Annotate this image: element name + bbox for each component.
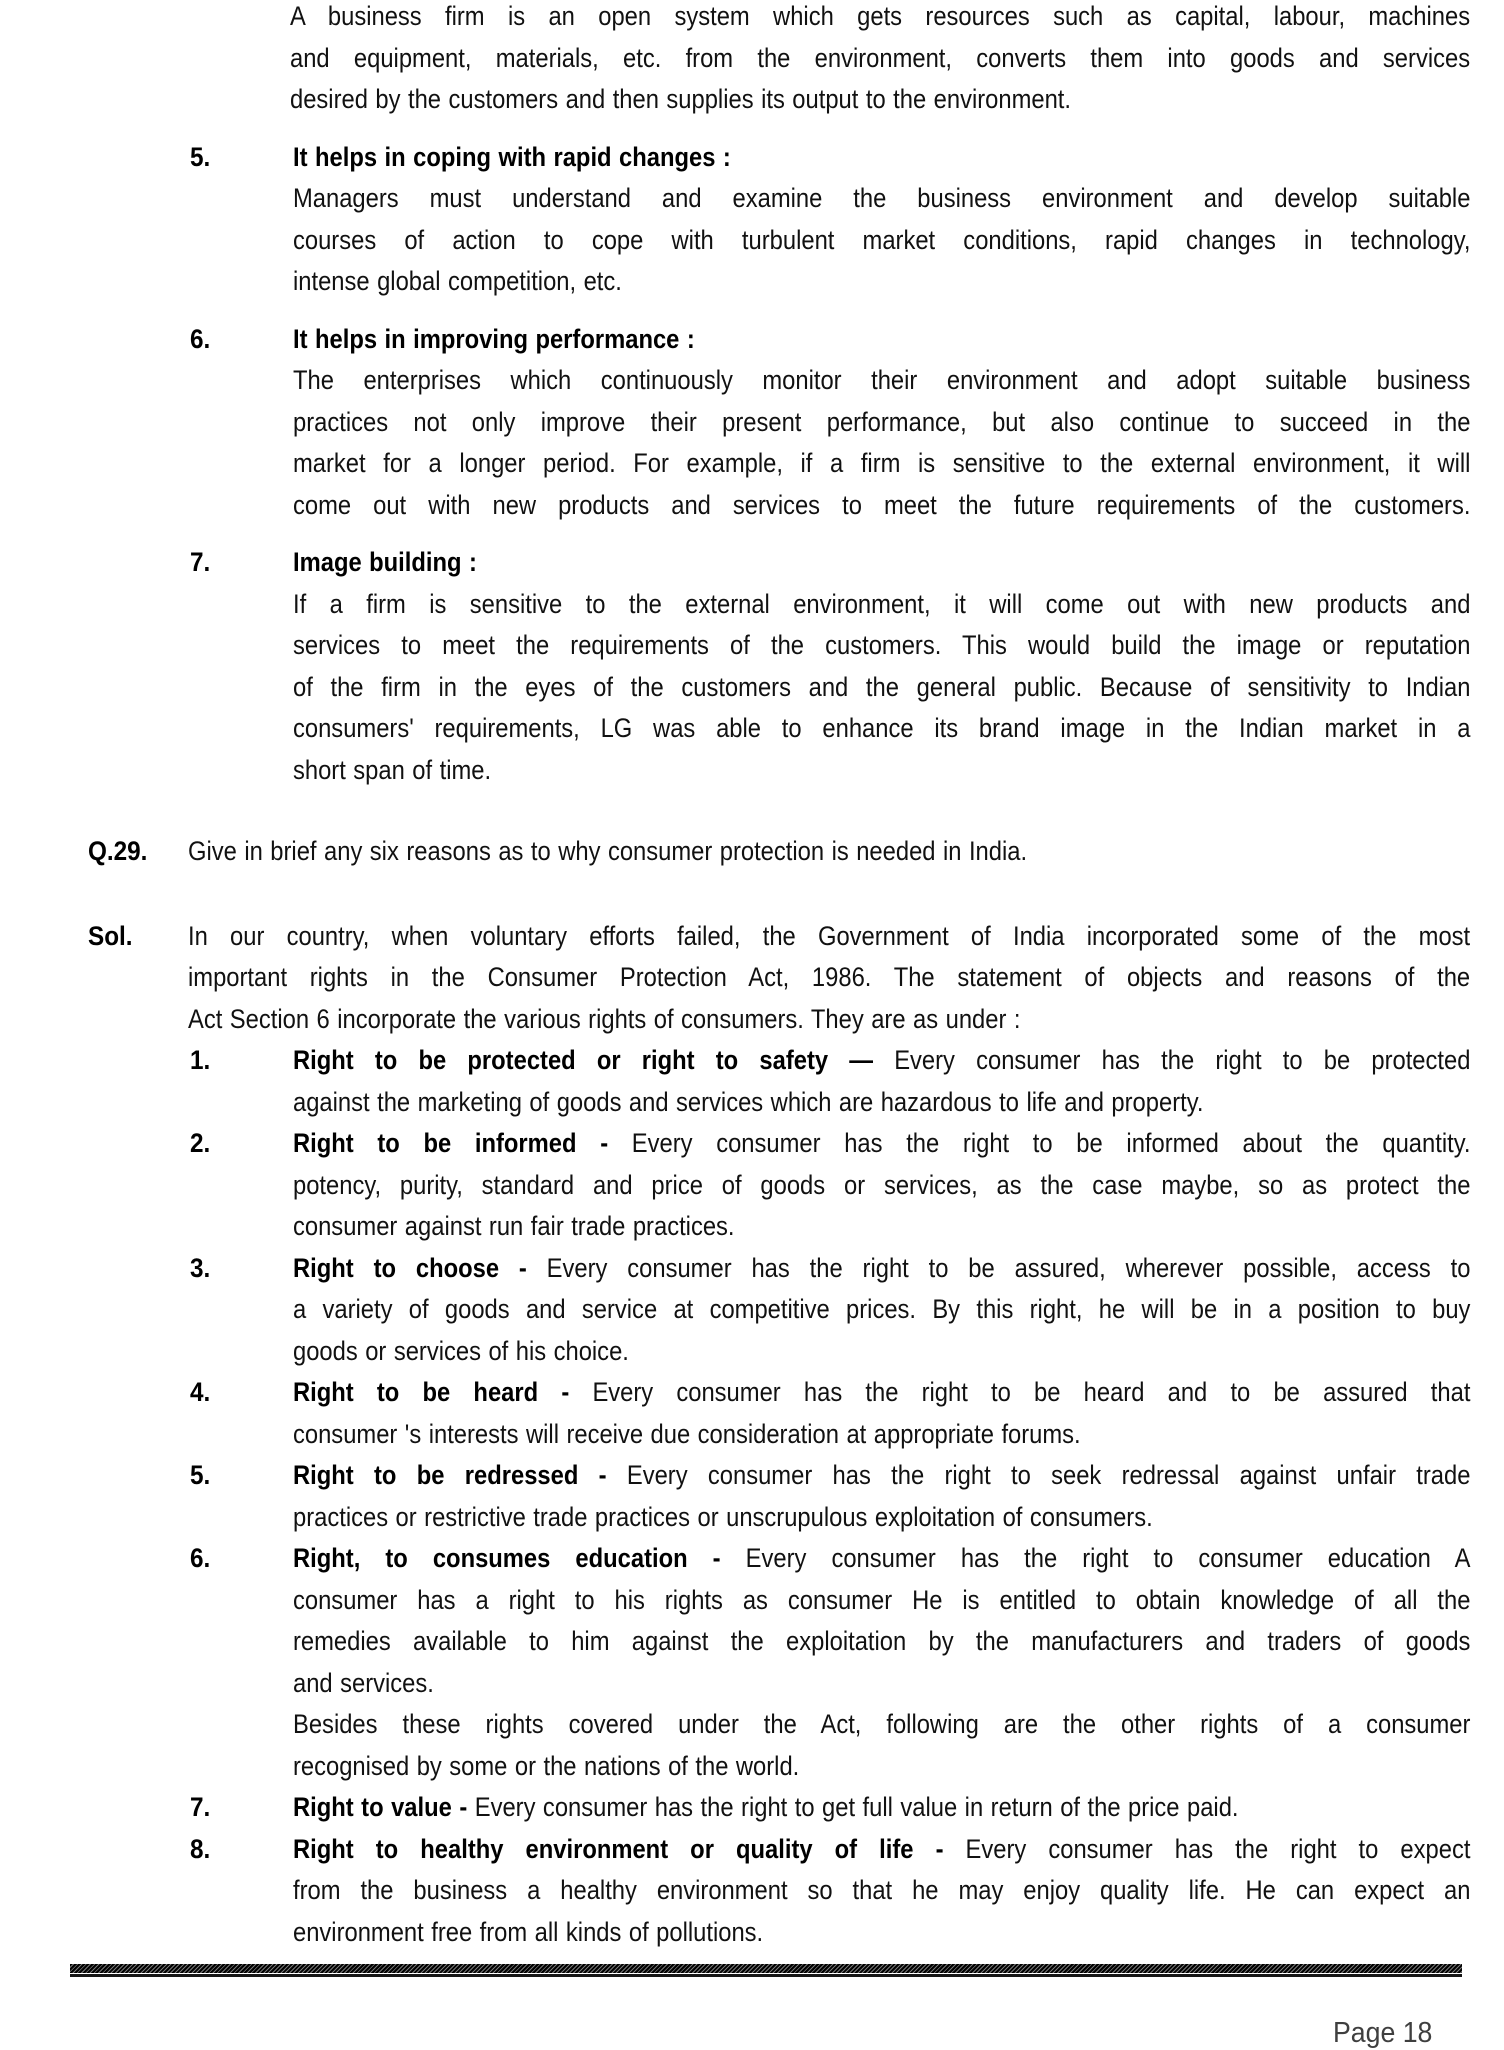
text-line: of the firm in the eyes of the customers and the general public. Because of sensitivity to Indian — [293, 671, 1471, 702]
text-line: consumer has a right to his rights as consumer He is entitled to obtain knowledge of all the — [293, 1584, 1471, 1615]
text-line: Right to value - Every consumer has the right to get full value in return of the price paid. — [293, 1792, 1239, 1822]
item-content — [293, 1787, 1470, 1829]
text-line: Right to be informed - Every consumer has the right to be informed about the quantity. — [293, 1128, 1471, 1158]
text-line: consumer 's interests will receive due consideration at appropriate forums. — [293, 1418, 1081, 1449]
text-line: Right to be heard - Every consumer has the right to be heard and to be assured that — [293, 1377, 1471, 1407]
benefit-item — [0, 542, 1504, 791]
text-line: potency, purity, standard and price of goods or services, as the case maybe, so as protect the — [293, 1169, 1471, 1200]
bold-lead: It helps in coping with rapid changes : — [293, 141, 731, 172]
item-heading — [293, 319, 1470, 361]
text-line: Managers must understand and examine the business environment and develop suitable — [293, 183, 1471, 213]
text-line: Right to choose - Every consumer has the right to be assured, wherever possible, access to — [293, 1252, 1471, 1283]
text-line: If a firm is sensitive to the external environment, it will come out with new products and — [293, 588, 1471, 619]
item-heading — [293, 542, 1470, 584]
bold-lead: Right to value - — [293, 1792, 468, 1822]
text-line: Right, to consumes education - Every consumer has the right to consumer education A — [293, 1543, 1471, 1573]
text-line: services to meet the requirements of the customers. This would build the image or reputation — [293, 630, 1471, 660]
text-line: desired by the customers and then supplies its output to the environment. — [290, 84, 1072, 114]
item-content — [293, 1040, 1470, 1123]
text-line: Give in brief any six reasons as to why consumer protection is needed in India. — [188, 836, 1028, 866]
item-number: 1. — [190, 1045, 211, 1075]
bold-lead: Right to choose - — [293, 1252, 527, 1283]
question-block — [0, 831, 1504, 873]
text-line: important rights in the Consumer Protection Act, 1986. The statement of objects and reasons of the — [188, 962, 1471, 992]
page-number: Page 18 — [1333, 2017, 1433, 2049]
text-line: come out with new products and services to meet the future requirements of the customers. — [293, 489, 1471, 520]
text-line: consumers' requirements, LG was able to enhance its brand image in the Indian market in a — [293, 713, 1471, 743]
text-line: remedies available to him against the exploitation by the manufacturers and traders of goods — [293, 1626, 1471, 1656]
text-line: Right to be redressed - Every consumer has the right to seek redressal against unfair trade — [293, 1460, 1471, 1490]
right-item — [0, 1372, 1504, 1455]
item-content — [293, 1455, 1470, 1538]
item-content — [293, 1829, 1470, 1954]
item-heading — [293, 137, 1470, 179]
right-item — [0, 1123, 1504, 1248]
item-number: 7. — [190, 547, 211, 577]
bold-lead: It helps in improving performance : — [293, 323, 695, 354]
text-line: a variety of goods and service at competitive prices. By this right, he will be in a position to buy — [293, 1294, 1471, 1324]
text-line: courses of action to cope with turbulent market conditions, rapid changes in technology, — [293, 224, 1471, 255]
item-content — [290, 0, 1470, 121]
item-content — [293, 1123, 1470, 1248]
item-number: 6. — [190, 1543, 211, 1573]
text-line: A business firm is an open system which gets resources such as capital, labour, machines — [290, 1, 1471, 31]
item-content — [293, 1248, 1470, 1373]
text-line: Right to be protected or right to safety — Every consumer has the right to be protected — [293, 1045, 1471, 1075]
bold-lead: Right to be redressed - — [293, 1460, 607, 1490]
text-line: In our country, when voluntary efforts failed, the Government of India incorporated some of the most — [188, 920, 1471, 951]
bold-lead: Right, to consumes education - — [293, 1543, 721, 1573]
text-line: recognised by some or the nations of the world. — [293, 1750, 800, 1781]
bold-lead: Image building : — [293, 547, 477, 577]
item-content — [293, 137, 1470, 303]
item-number: 3. — [190, 1252, 211, 1283]
right-item — [0, 1787, 1504, 1829]
item-content — [188, 916, 1470, 1041]
text-line: intense global competition, etc. — [293, 266, 622, 296]
item-number: 2. — [190, 1128, 211, 1158]
intro-paragraph — [0, 0, 1504, 121]
text-line: against the marketing of goods and services which are hazardous to life and property. — [293, 1086, 1204, 1117]
footer-rule — [70, 1964, 1462, 1977]
text-line: market for a longer period. For example, if a firm is sensitive to the external environment, it will — [293, 448, 1471, 478]
text-line: and services. — [293, 1667, 434, 1698]
text-line: and equipment, materials, etc. from the environment, converts them into goods and services — [290, 42, 1471, 73]
footer-rule-thin-bar — [70, 1974, 1462, 1977]
item-number: 5. — [190, 141, 211, 172]
text-line: from the business a healthy environment so that he may enjoy quality life. He can expect an — [293, 1875, 1471, 1905]
text-line: Besides these rights covered under the Act, following are the other rights of a consumer — [293, 1709, 1471, 1739]
text-line: environment free from all kinds of pollutions. — [293, 1916, 764, 1947]
item-number: 7. — [190, 1792, 211, 1822]
benefit-item — [0, 137, 1504, 303]
right-item — [0, 1455, 1504, 1538]
item-content — [293, 319, 1470, 527]
text-line: Right to healthy environment or quality of life - Every consumer has the right to expect — [293, 1833, 1471, 1864]
item-number: 4. — [190, 1377, 211, 1407]
right-item — [0, 1829, 1504, 1954]
item-content — [188, 831, 1470, 873]
bold-lead: Right to be protected or right to safety — — [293, 1045, 874, 1075]
footer-rule-thick-bar — [70, 1964, 1462, 1973]
continuation-paragraph — [0, 1704, 1504, 1787]
item-number: 8. — [190, 1833, 211, 1864]
item-content — [293, 1538, 1470, 1704]
text-line: practices or restrictive trade practices or unscrupulous exploitation of consumers. — [293, 1501, 1153, 1532]
text-line: consumer against run fair trade practices. — [293, 1211, 735, 1241]
text-line: goods or services of his choice. — [293, 1335, 629, 1366]
right-item — [0, 1538, 1504, 1704]
bold-lead: Right to healthy environment or quality of life - — [293, 1833, 944, 1864]
item-number: 5. — [190, 1460, 211, 1490]
text-line: Act Section 6 incorporate the various rights of consumers. They are as under : — [188, 1003, 1021, 1034]
text-line: short span of time. — [293, 754, 492, 785]
item-number: 6. — [190, 323, 211, 354]
right-item — [0, 1040, 1504, 1123]
bold-lead: Right to be heard - — [293, 1377, 570, 1407]
item-content — [293, 1372, 1470, 1455]
item-content — [293, 1704, 1470, 1787]
solution-block — [0, 916, 1504, 1041]
item-content — [293, 542, 1470, 791]
text-line: practices not only improve their present performance, but also continue to succeed in the — [293, 406, 1471, 437]
bold-lead: Right to be informed - — [293, 1128, 609, 1158]
right-item — [0, 1248, 1504, 1373]
text-line: The enterprises which continuously monitor their environment and adopt suitable business — [293, 365, 1471, 395]
question-label: Q.29. — [88, 836, 148, 866]
benefit-item — [0, 319, 1504, 527]
solution-label: Sol. — [88, 920, 133, 951]
